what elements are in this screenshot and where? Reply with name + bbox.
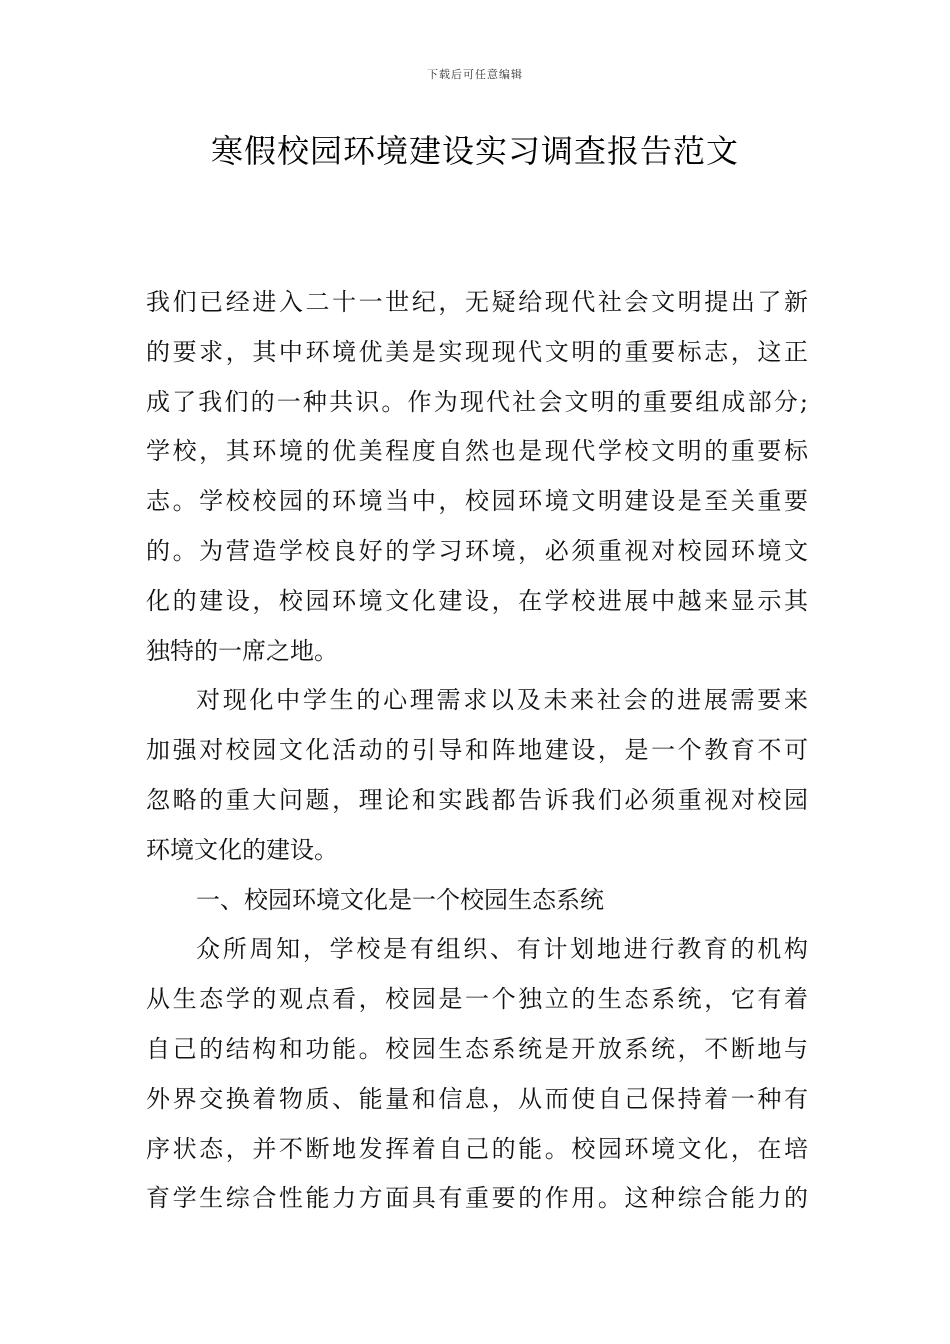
text-line: 一、校园环境文化是一个校园生态系统 bbox=[196, 885, 604, 914]
document-title: 寒假校园环境建设实习调查报告范文 bbox=[210, 132, 739, 170]
text-line: 的。为营造学校良好的学习环境，必须重视对校园环境文 bbox=[146, 536, 808, 565]
text-line: 我们已经进入二十一世纪，无疑给现代社会文明提出了新 bbox=[146, 288, 808, 316]
text-line: 的要求，其中环境优美是实现现代文明的重要标志，这正 bbox=[146, 337, 808, 366]
text-line: 成了我们的一种共识。作为现代社会文明的重要组成部分; bbox=[146, 387, 808, 416]
paragraph bbox=[146, 278, 808, 676]
section-heading bbox=[146, 876, 808, 926]
text-line: 独特的一席之地。 bbox=[146, 636, 338, 665]
paragraph bbox=[146, 676, 808, 875]
text-line: 环境文化的建设。 bbox=[146, 835, 338, 864]
text-line: 志。学校校园的环境当中，校园环境文明建设是至关重要 bbox=[146, 487, 808, 516]
text-line: 外界交换着物质、能量和信息，从而使自己保持着一种有 bbox=[146, 1084, 808, 1113]
text-line: 众所周知，学校是有组织、有计划地进行教育的机构 bbox=[196, 935, 808, 964]
document-body bbox=[146, 278, 808, 1224]
text-line: 学校，其环境的优美程度自然也是现代学校文明的重要标 bbox=[146, 437, 808, 466]
text-line: 加强对校园文化活动的引导和阵地建设，是一个教育不可 bbox=[146, 736, 808, 765]
text-line: 从生态学的观点看，校园是一个独立的生态系统，它有着 bbox=[146, 985, 808, 1014]
text-line: 序状态，并不断地发挥着自己的能。校园环境文化，在培 bbox=[146, 1134, 808, 1163]
paragraph bbox=[146, 925, 808, 1224]
header-note: 下载后可任意编辑 bbox=[427, 68, 523, 81]
text-line: 化的建设，校园环境文化建设，在学校进展中越来显示其 bbox=[146, 586, 808, 615]
text-line: 对现化中学生的心理需求以及未来社会的进展需要来 bbox=[196, 686, 808, 715]
text-line: 忽略的重大问题，理论和实践都告诉我们必须重视对校园 bbox=[146, 785, 808, 814]
text-line: 自己的结构和功能。校园生态系统是开放系统，不断地与 bbox=[146, 1034, 808, 1063]
text-line: 育学生综合性能力方面具有重要的作用。这种综合能力的 bbox=[146, 1184, 808, 1213]
